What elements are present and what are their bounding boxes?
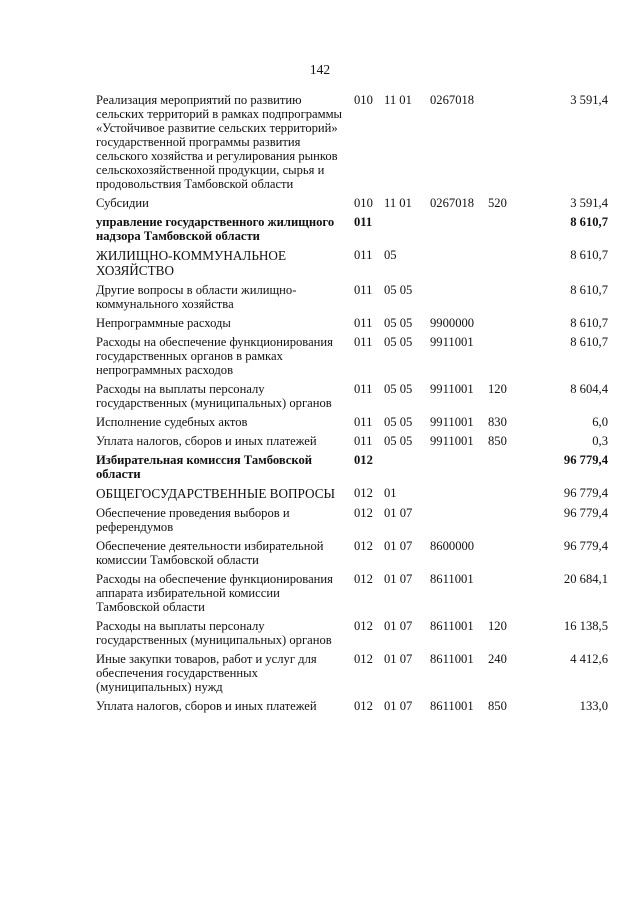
section-code: [384, 453, 430, 486]
amount-value: 8 604,4: [570, 382, 608, 396]
article-code: 8611001: [430, 619, 474, 633]
amount-value: 0,3: [592, 434, 608, 448]
section-code: 05 05: [384, 335, 413, 349]
table-row: [96, 415, 608, 434]
item-name: Субсидии: [96, 196, 149, 210]
ministry-code: 011: [354, 215, 373, 229]
table-row: [96, 506, 608, 539]
section-code: 05 05: [384, 283, 413, 297]
item-name: Реализация мероприятий по развитию сельских территорий в рамках подпрограммы «Устойчивое развитие сельских территорий» государственной программы развития сельского хозяйства и регулирования рынков сельскохозяйственной продукции, сырья и продовольствия Тамбовской области: [96, 93, 343, 191]
article-code: 8611001: [430, 572, 474, 586]
ministry-code: 012: [354, 572, 373, 586]
item-name: управление государственного жилищного надзора Тамбовской области: [96, 215, 335, 243]
amount-value: 96 779,4: [563, 486, 608, 500]
table-row: [96, 699, 608, 718]
section-code: 05: [384, 248, 397, 262]
section-code: 11 01: [384, 93, 412, 107]
item-name: Расходы на обеспечение функционирования аппарата избирательной комиссии Тамбовской области: [96, 572, 333, 614]
expense-type-code: 850: [488, 699, 507, 713]
expense-type-code: 830: [488, 415, 507, 429]
article-code: 0267018: [430, 93, 475, 107]
ministry-code: 012: [354, 652, 373, 666]
section-code: 01: [384, 486, 397, 500]
ministry-code: 010: [354, 196, 373, 210]
item-name: Уплата налогов, сборов и иных платежей: [96, 699, 317, 713]
table-row: [96, 434, 608, 453]
amount-value: 96 779,4: [563, 506, 608, 520]
item-name: Непрограммные расходы: [96, 316, 231, 330]
item-name: Обеспечение деятельности избирательной комиссии Тамбовской области: [96, 539, 324, 567]
table-row: [96, 215, 608, 248]
expense-type-code: 240: [488, 652, 507, 666]
table-row: [96, 486, 608, 506]
section-code: 01 07: [384, 506, 413, 520]
item-name: Уплата налогов, сборов и иных платежей: [96, 434, 317, 448]
article-code: [430, 215, 488, 248]
amount-value: 20 684,1: [563, 572, 608, 586]
item-name: Расходы на выплаты персоналу государственных (муниципальных) органов: [96, 382, 332, 410]
table-row: [96, 93, 608, 196]
expense-type-code: 120: [488, 619, 507, 633]
ministry-code: 012: [354, 486, 373, 500]
expense-type-code: [488, 93, 528, 196]
article-code: [430, 506, 488, 539]
item-name: Иные закупки товаров, работ и услуг для обеспечения государственных (муниципальных) нужд: [96, 652, 317, 694]
article-code: 9911001: [430, 415, 474, 429]
amount-value: 8 610,7: [570, 215, 608, 229]
section-code: 05 05: [384, 415, 413, 429]
section-code: [384, 215, 430, 248]
table-row: [96, 248, 608, 283]
amount-value: 3 591,4: [570, 196, 608, 210]
section-code: 11 01: [384, 196, 412, 210]
amount-value: 8 610,7: [570, 316, 608, 330]
ministry-code: 010: [354, 93, 373, 107]
section-code: 05 05: [384, 316, 413, 330]
expense-type-code: 850: [488, 434, 507, 448]
item-name: Расходы на обеспечение функционирования государственных органов в рамках непрограммных расходов: [96, 335, 333, 377]
section-code: 01 07: [384, 572, 413, 586]
budget-table: [96, 93, 608, 718]
table-row: [96, 652, 608, 699]
expense-type-code: [488, 215, 528, 248]
section-code: 05 05: [384, 434, 413, 448]
ministry-code: 011: [354, 316, 373, 330]
expense-type-code: [488, 486, 528, 506]
article-code: [430, 248, 488, 283]
expense-type-code: [488, 283, 528, 316]
ministry-code: 012: [354, 453, 373, 467]
expense-type-code: [488, 335, 528, 382]
amount-value: 4 412,6: [570, 652, 608, 666]
amount-value: 3 591,4: [570, 93, 608, 107]
expense-type-code: [488, 506, 528, 539]
ministry-code: 012: [354, 506, 373, 520]
ministry-code: 011: [354, 382, 373, 396]
expense-type-code: [488, 248, 528, 283]
section-code: 05 05: [384, 382, 413, 396]
item-name: ЖИЛИЩНО-КОММУНАЛЬНОЕ ХОЗЯЙСТВО: [96, 248, 286, 278]
ministry-code: 011: [354, 335, 373, 349]
table-row: [96, 453, 608, 486]
amount-value: 6,0: [592, 415, 608, 429]
ministry-code: 011: [354, 415, 373, 429]
table-row: [96, 382, 608, 415]
item-name: Расходы на выплаты персоналу государственных (муниципальных) органов: [96, 619, 332, 647]
amount-value: 8 610,7: [570, 335, 608, 349]
section-code: 01 07: [384, 619, 413, 633]
article-code: [430, 486, 488, 506]
page-number: 142: [309, 62, 331, 77]
amount-value: 133,0: [579, 699, 608, 713]
amount-value: 8 610,7: [570, 248, 608, 262]
ministry-code: 011: [354, 248, 373, 262]
table-row: [96, 335, 608, 382]
expense-type-code: [488, 316, 528, 335]
article-code: 9911001: [430, 434, 474, 448]
article-code: 9900000: [430, 316, 475, 330]
table-row: [96, 196, 608, 215]
article-code: 8611001: [430, 699, 474, 713]
item-name: ОБЩЕГОСУДАРСТВЕННЫЕ ВОПРОСЫ: [96, 486, 335, 501]
table-row: [96, 539, 608, 572]
expense-type-code: [488, 453, 528, 486]
amount-value: 8 610,7: [570, 283, 608, 297]
table-row: [96, 283, 608, 316]
expense-type-code: [488, 539, 528, 572]
item-name: Другие вопросы в области жилищно-коммунального хозяйства: [96, 283, 297, 311]
expense-type-code: 120: [488, 382, 507, 396]
section-code: 01 07: [384, 652, 413, 666]
expense-type-code: [488, 572, 528, 619]
budget-rows: [96, 93, 608, 718]
article-code: 9911001: [430, 335, 474, 349]
amount-value: 96 779,4: [563, 453, 608, 467]
article-code: 9911001: [430, 382, 474, 396]
article-code: [430, 453, 488, 486]
expense-type-code: 520: [488, 196, 507, 210]
amount-value: 96 779,4: [563, 539, 608, 553]
item-name: Исполнение судебных актов: [96, 415, 248, 429]
section-code: 01 07: [384, 699, 413, 713]
section-code: 01 07: [384, 539, 413, 553]
article-code: 8611001: [430, 652, 474, 666]
article-code: 8600000: [430, 539, 475, 553]
ministry-code: 011: [354, 283, 373, 297]
ministry-code: 011: [354, 434, 373, 448]
table-row: [96, 619, 608, 652]
article-code: [430, 283, 488, 316]
ministry-code: 012: [354, 699, 373, 713]
article-code: 0267018: [430, 196, 475, 210]
ministry-code: 012: [354, 539, 373, 553]
table-row: [96, 572, 608, 619]
item-name: Избирательная комиссия Тамбовской области: [96, 453, 313, 481]
table-row: [96, 316, 608, 335]
amount-value: 16 138,5: [563, 619, 608, 633]
ministry-code: 012: [354, 619, 373, 633]
item-name: Обеспечение проведения выборов и референдумов: [96, 506, 290, 534]
